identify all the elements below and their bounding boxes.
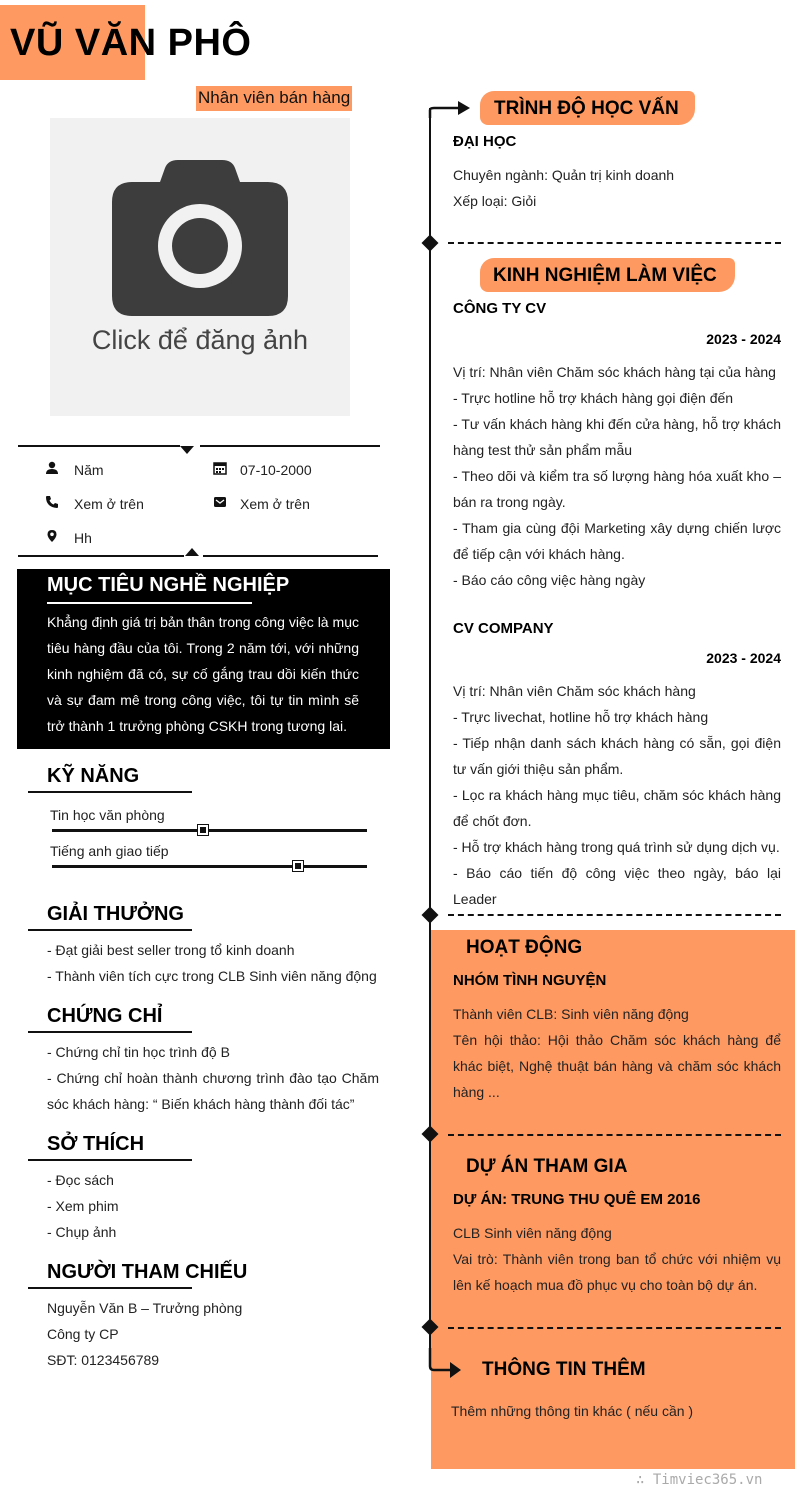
experience-title: KINH NGHIỆM LÀM VIỆC	[493, 265, 717, 286]
watermark-text: Timviec365.vn	[652, 1472, 763, 1488]
camera-icon	[110, 160, 290, 320]
skill-bar	[52, 829, 367, 832]
awards-list[interactable]	[47, 937, 382, 989]
activity-line: Thành viên CLB: Sinh viên năng động	[453, 1006, 689, 1022]
education-title: TRÌNH ĐỘ HỌC VẤN	[494, 98, 679, 119]
contact-top-line-right	[200, 445, 380, 447]
awards-title: GIẢI THƯỞNG	[47, 903, 184, 925]
certificates-title: CHỨNG CHỈ	[47, 1005, 163, 1027]
hobby-item: - Đọc sách	[47, 1172, 114, 1188]
section-divider	[448, 242, 781, 244]
project-line: CLB Sinh viên năng động	[453, 1225, 612, 1241]
job-detail: - Trực hotline hỗ trợ khách hàng gọi điện đến	[453, 390, 734, 406]
skill-name[interactable]: Tiếng anh giao tiếp	[50, 843, 169, 859]
job-title[interactable]: Nhân viên bán hàng	[196, 86, 352, 111]
activities-group[interactable]: NHÓM TÌNH NGUYỆN	[453, 972, 607, 989]
birth-year[interactable]: Năm	[74, 462, 104, 478]
job-detail: - Tư vấn khách hàng khi đến cửa hàng, hỗ trợ khách hàng test thử sản phẩm mẫu	[453, 416, 781, 458]
skills-title: KỸ NĂNG	[47, 765, 140, 787]
project-details[interactable]	[453, 1220, 781, 1298]
hobby-item: - Chụp ảnh	[47, 1224, 117, 1240]
certificate-item: - Chứng chỉ tin học trình độ B	[47, 1044, 230, 1060]
arrow-right-icon	[428, 1348, 464, 1378]
job-details[interactable]	[453, 678, 781, 912]
hobby-item: - Xem phim	[47, 1198, 119, 1214]
more-info-text[interactable]: Thêm những thông tin khác ( nếu cần )	[451, 1403, 694, 1419]
logo-icon: ∴	[636, 1472, 653, 1488]
candidate-name[interactable]: VŨ VĂN PHÔ	[10, 22, 252, 64]
skill-level-knob[interactable]	[197, 824, 209, 836]
objective-title: MỤC TIÊU NGHỀ NGHIỆP	[47, 574, 290, 596]
reference-line: Công ty CP	[47, 1326, 119, 1342]
education-details[interactable]	[453, 162, 781, 214]
award-item: - Thành viên tích cực trong CLB Sinh viên năng động	[47, 968, 377, 984]
certificate-item: - Chứng chỉ hoàn thành chương trình đào tạo Chăm sóc khách hàng: “ Biến khách hàng thành đối tác”	[47, 1070, 379, 1112]
references-underline	[28, 1287, 192, 1289]
job-detail: - Tham gia cùng đội Marketing xây dựng chiến lược để tiếp cận với khách hàng.	[453, 520, 781, 562]
watermark	[636, 1472, 762, 1488]
award-item: - Đạt giải best seller trong tổ kinh doanh	[47, 942, 295, 958]
section-divider	[448, 1134, 781, 1136]
skill-bar	[52, 865, 367, 868]
education-line: Chuyên ngành: Quản trị kinh doanh	[453, 167, 675, 183]
job-detail: - Trực livechat, hotline hỗ trợ khách hàng	[453, 709, 709, 725]
address-value[interactable]: Hh	[74, 530, 92, 546]
job-company[interactable]: CV COMPANY	[453, 620, 554, 637]
job-period[interactable]: 2023 - 2024	[706, 331, 781, 347]
reference-line: SĐT: 0123456789	[47, 1352, 160, 1368]
objective-text[interactable]: Khẳng định giá trị bản thân trong công việc là mục tiêu hàng đầu của tôi. Trong 2 năm tới, với những kinh nghiệm đã có, sự cố gắng trau dồi kiến thức và sự đam mê trong công việc, tôi tự tin mình sẽ trở thành 1 trưởng phòng CSKH trong tương lai.	[47, 614, 359, 734]
job-detail: - Tiếp nhận danh sách khách hàng có sẵn, gọi điện tư vấn giới thiệu sản phẩm.	[453, 735, 781, 777]
user-icon	[45, 461, 59, 475]
education-school[interactable]: ĐẠI HỌC	[453, 133, 517, 150]
job-company[interactable]: CÔNG TY CV	[453, 300, 547, 317]
phone-value[interactable]: Xem ở trên	[74, 496, 144, 512]
email-value[interactable]: Xem ở trên	[240, 496, 310, 512]
phone-icon	[45, 495, 59, 509]
job-detail: Vị trí: Nhân viên Chăm sóc khách hàng tại của hàng	[453, 364, 776, 380]
job-detail: - Hỗ trợ khách hàng trong quá trình sử dụng dịch vụ.	[453, 839, 780, 855]
email-icon	[213, 495, 227, 509]
certificates-underline	[28, 1031, 192, 1033]
job-detail: - Lọc ra khách hàng mục tiêu, chăm sóc khách hàng để chốt đơn.	[453, 787, 781, 829]
section-divider	[448, 1327, 781, 1329]
timeline-line	[429, 108, 431, 1368]
hobbies-underline	[28, 1159, 192, 1161]
activities-details[interactable]	[453, 1001, 781, 1105]
caret-down-icon	[180, 446, 194, 454]
skill-level-knob[interactable]	[292, 860, 304, 872]
contact-bottom-line-right	[203, 555, 378, 557]
job-detail: - Báo cáo tiến độ công việc theo ngày, báo lại Leader	[453, 865, 781, 907]
hobbies-list[interactable]	[47, 1167, 377, 1245]
job-detail: Vị trí: Nhân viên Chăm sóc khách hàng	[453, 683, 696, 699]
job-details[interactable]	[453, 359, 781, 593]
references-list[interactable]	[47, 1295, 377, 1373]
photo-upload-label: Click để đăng ảnh	[91, 325, 309, 355]
skills-underline	[28, 791, 192, 793]
objective-section	[17, 569, 390, 749]
project-line: Vai trò: Thành viên trong ban tổ chức với nhiệm vụ lên kế hoạch mua đồ phục vụ cho toàn bộ dự án.	[453, 1251, 781, 1293]
activities-title: HOẠT ĐỘNG	[466, 937, 583, 958]
caret-up-icon	[185, 548, 199, 556]
skill-name[interactable]: Tin học văn phòng	[50, 807, 165, 823]
job-detail: - Báo cáo công việc hàng ngày	[453, 572, 646, 588]
certificates-list[interactable]	[47, 1039, 379, 1117]
projects-title: DỰ ÁN THAM GIA	[466, 1156, 628, 1177]
job-detail: - Theo dõi và kiểm tra số lượng hàng hóa xuất kho – bán ra trong ngày.	[453, 468, 781, 510]
photo-upload[interactable]	[50, 118, 350, 416]
timeline-diamond	[422, 235, 439, 252]
project-name[interactable]: DỰ ÁN: TRUNG THU QUÊ EM 2016	[453, 1191, 701, 1208]
awards-underline	[28, 929, 192, 931]
map-marker-icon	[45, 529, 59, 543]
calendar-icon	[213, 461, 227, 475]
birth-date[interactable]: 07-10-2000	[240, 462, 312, 478]
contact-top-line-left	[18, 445, 180, 447]
contact-bottom-line-left	[18, 555, 184, 557]
more-info-title: THÔNG TIN THÊM	[482, 1359, 646, 1380]
section-divider	[448, 914, 781, 916]
activity-line: Tên hội thảo: Hội thảo Chăm sóc khách hàng để khác biệt, Nghệ thuật bán hàng và chăm sóc khách hàng ...	[453, 1032, 781, 1100]
references-title: NGƯỜI THAM CHIẾU	[47, 1261, 248, 1283]
objective-underline	[47, 602, 252, 604]
reference-line: Nguyễn Văn B – Trưởng phòng	[47, 1300, 243, 1316]
timeline-diamond	[422, 907, 439, 924]
arrow-right-icon	[428, 98, 472, 120]
job-period[interactable]: 2023 - 2024	[706, 650, 781, 666]
education-line: Xếp loại: Giỏi	[453, 193, 537, 209]
hobbies-title: SỞ THÍCH	[47, 1133, 145, 1155]
